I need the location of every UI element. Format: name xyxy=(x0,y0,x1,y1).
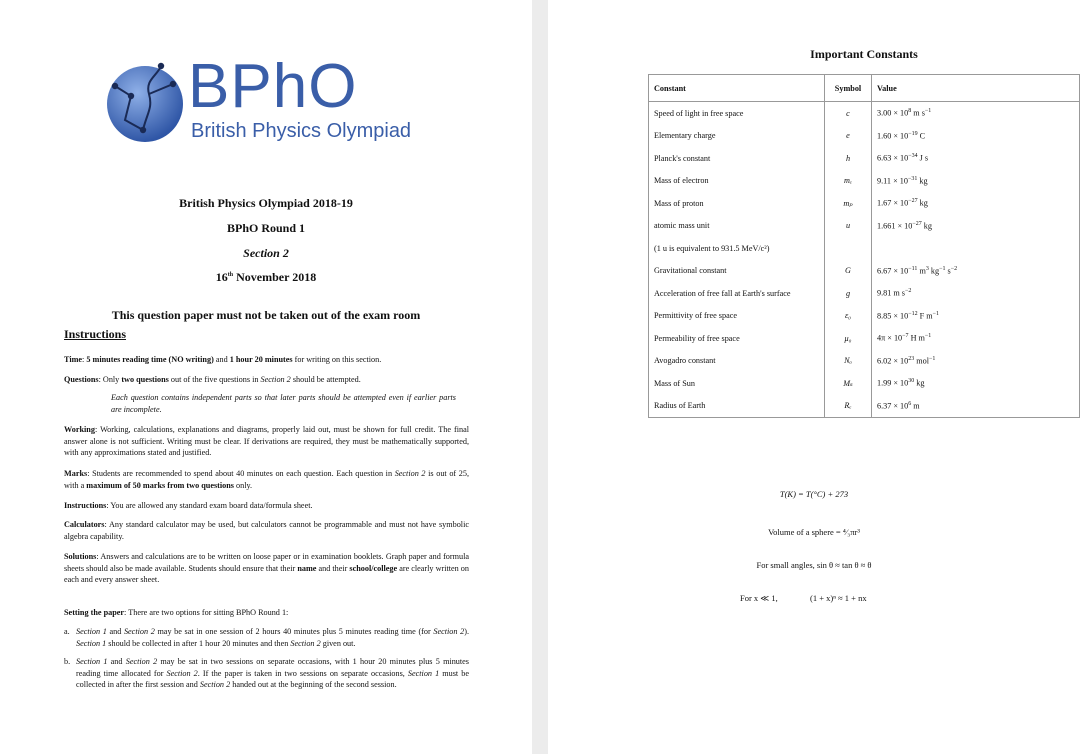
exam-section: Section 2 xyxy=(243,246,289,260)
value-mantissa: 1.60 × 10 xyxy=(877,131,909,141)
option-a-t1: and xyxy=(106,627,124,636)
marks-text-3: only. xyxy=(233,480,253,490)
constant-name: Acceleration of free fall at Earth's surface xyxy=(649,282,825,305)
constant-value xyxy=(872,192,1080,215)
sphere-formula: Volume of a sphere = ⁴⁄₃πr³ xyxy=(768,527,860,537)
value-mantissa: 6.63 × 10 xyxy=(877,154,909,164)
constant-symbol: Nₐ xyxy=(825,350,872,373)
value-exponent: −12 xyxy=(908,310,918,317)
option-a-label: a. xyxy=(64,627,70,636)
value-unit: kg xyxy=(917,176,928,186)
constant-name: atomic mass unit xyxy=(649,215,825,238)
value-unit: mol xyxy=(914,356,930,366)
constant-name: Planck's constant xyxy=(649,147,825,170)
value-unit: F m xyxy=(917,311,933,321)
value-unit-2: kg xyxy=(928,266,940,276)
constant-name: Mass of Sun xyxy=(649,372,825,395)
constants-title: Important Constants xyxy=(810,47,918,61)
constant-name: Avogadro constant xyxy=(649,350,825,373)
constant-value xyxy=(872,260,1080,283)
constant-row xyxy=(649,260,1080,283)
constant-value xyxy=(872,350,1080,373)
constant-symbol: h xyxy=(825,147,872,170)
independent-note: Each question contains independent parts so that later parts should be attempted even if earlier parts are incomplete. xyxy=(111,393,456,414)
exam-title: British Physics Olympiad 2018-19 xyxy=(179,196,353,210)
value-mantissa: 4π × 10 xyxy=(877,334,903,344)
value-exponent: −19 xyxy=(908,130,918,137)
constant-symbol: G xyxy=(825,260,872,283)
time-bold-2: 1 hour 20 minutes xyxy=(229,355,293,364)
sol-text-3: are clearly written on each and every answer sheet. xyxy=(64,563,469,584)
constant-symbol: μ₀ xyxy=(825,327,872,350)
value-exponent: 6 xyxy=(908,400,912,407)
binomial-formula: (1 + x)ⁿ ≈ 1 + nx xyxy=(810,593,867,603)
constant-name: Elementary charge xyxy=(649,125,825,148)
constant-symbol: Mₛ xyxy=(825,372,872,395)
value-unit: m s xyxy=(911,109,925,119)
calc-text: : Any standard calculator may be used, but calculators cannot be programmable and must not have symbolic algebra capability. xyxy=(64,520,469,541)
constant-value xyxy=(872,305,1080,328)
option-b-s3: Section 2 xyxy=(166,668,198,678)
option-a-t3: ). xyxy=(464,627,469,636)
unit-exponent-2: −1 xyxy=(939,265,946,272)
instructions-paragraph xyxy=(64,500,469,512)
constant-symbol: u xyxy=(825,215,872,238)
value-exponent: −7 xyxy=(902,333,909,340)
constant-row xyxy=(649,192,1080,215)
value-exponent: 30 xyxy=(908,378,915,385)
constant-value xyxy=(872,170,1080,193)
constant-row xyxy=(649,125,1080,148)
constant-name: Radius of Earth xyxy=(649,395,825,418)
value-unit: kg xyxy=(921,221,932,231)
date-day: 16 xyxy=(215,270,228,284)
value-mantissa: 6.02 × 10 xyxy=(877,356,909,366)
value-exponent: −11 xyxy=(908,265,918,272)
value-unit: m xyxy=(917,266,926,276)
logo-subtitle: British Physics Olympiad xyxy=(191,120,412,142)
value-mantissa: 1.99 × 10 xyxy=(877,379,909,389)
working-label: Working xyxy=(64,425,95,434)
time-text-2: and xyxy=(213,355,230,364)
questions-text-3: should be attempted. xyxy=(290,375,361,384)
header-symbol: Symbol xyxy=(825,75,872,102)
questions-paragraph xyxy=(64,374,469,386)
value-mantissa: 8.85 × 10 xyxy=(877,311,909,321)
constant-name: (1 u is equivalent to 931.5 MeV/c²) xyxy=(649,237,825,260)
constants-table xyxy=(648,74,1080,418)
value-exponent: −34 xyxy=(908,153,918,160)
unit-exponent: −1 xyxy=(924,333,932,340)
constant-symbol: c xyxy=(825,102,872,125)
date-rest: November 2018 xyxy=(233,270,317,284)
value-unit: kg xyxy=(914,379,925,389)
marks-ital: Section 2 xyxy=(394,469,426,478)
constant-symbol: e xyxy=(825,125,872,148)
working-paragraph xyxy=(64,424,469,459)
instr-text: : You are allowed any standard exam board data/formula sheet. xyxy=(106,501,313,510)
constant-value xyxy=(872,125,1080,148)
option-b-s1: Section 1 xyxy=(76,657,108,666)
setting-label: Setting the paper xyxy=(64,608,125,617)
instructions-heading: Instructions xyxy=(64,327,127,341)
constant-row xyxy=(649,395,1080,418)
questions-text-1: : Only xyxy=(98,375,122,384)
constant-value xyxy=(872,372,1080,395)
constant-symbol xyxy=(825,237,872,260)
solutions-paragraph xyxy=(64,551,469,586)
unit-exponent: −1 xyxy=(924,108,932,115)
value-mantissa: 1.661 × 10 xyxy=(877,221,913,231)
sol-label: Solutions xyxy=(64,552,97,561)
constant-symbol: ε₀ xyxy=(825,305,872,328)
value-exponent: −2 xyxy=(904,288,912,295)
unit-exponent: 3 xyxy=(925,265,929,272)
option-a-t4: should be collected in after 1 hour 20 minutes and then xyxy=(106,638,291,648)
marks-text-2: is out of 25, with a xyxy=(64,469,469,490)
unit-exponent: −1 xyxy=(929,355,936,362)
constant-name: Speed of light in free space xyxy=(649,102,825,125)
constant-row xyxy=(649,170,1080,193)
constant-value xyxy=(872,237,1080,260)
working-text: : Working, calculations, explanations and diagrams, properly laid out, must be shown for full credit. The final answer alone is not sufficient. Writing must be clear. If derivations are required, they must be mathematically supported, with any approximations stated and justified. xyxy=(64,425,469,457)
value-mantissa: 6.67 × 10 xyxy=(877,266,909,276)
constant-value xyxy=(872,102,1080,125)
constant-name: Permeability of free space xyxy=(649,327,825,350)
constant-row xyxy=(649,282,1080,305)
constant-name: Mass of proton xyxy=(649,192,825,215)
constant-row xyxy=(649,372,1080,395)
value-exponent: −27 xyxy=(908,198,918,205)
option-b-t4: must be collected in after the first session and xyxy=(76,668,470,689)
constant-row xyxy=(649,350,1080,373)
option-b-t2: may be sat in two sessions on separate occasions, with 1 hour 20 minutes plus 5 minutes reading time allocated for xyxy=(76,657,469,678)
value-mantissa: 9.81 m s xyxy=(877,289,905,299)
constant-name: Mass of electron xyxy=(649,170,825,193)
temperature-formula: T(K) = T(°C) + 273 xyxy=(779,489,849,499)
time-label: Time xyxy=(64,355,83,364)
option-b-t3: . If the paper is taken in two sessions on separate occasions, xyxy=(197,668,408,678)
option-b-text xyxy=(76,656,469,691)
calc-label: Calculators xyxy=(64,520,105,529)
marks-text-1: : Students are recommended to spend about 40 minutes on each question. Each question in xyxy=(87,469,395,478)
date-suffix: th xyxy=(227,272,234,278)
constant-row xyxy=(649,102,1080,125)
value-exponent: −27 xyxy=(912,220,922,227)
value-exponent: 8 xyxy=(908,108,912,115)
marks-label: Marks xyxy=(64,469,88,478)
value-unit: H m xyxy=(908,334,925,344)
constant-value xyxy=(872,215,1080,238)
sol-text-2: and their xyxy=(316,563,350,573)
constant-name: Gravitational constant xyxy=(649,260,825,283)
time-text-1: : xyxy=(82,355,87,364)
option-a-s3: Section 2 xyxy=(433,627,465,636)
option-b-label: b. xyxy=(64,657,71,666)
constant-value xyxy=(872,327,1080,350)
small-angle-formula: For small angles, sin θ ≈ tan θ ≈ θ xyxy=(756,560,872,570)
option-b-s4: Section 1 xyxy=(407,668,440,678)
time-paragraph xyxy=(64,354,469,366)
header-constant: Constant xyxy=(649,75,825,102)
value-mantissa: 1.67 × 10 xyxy=(877,199,909,209)
constant-row xyxy=(649,215,1080,238)
option-b-s5: Section 2 xyxy=(199,680,231,689)
option-b-t1: and xyxy=(107,657,126,666)
option-a-t2: may be sat in one session of 2 hours 40 minutes plus 5 minutes reading time (for xyxy=(154,627,434,636)
binomial-condition: For x ≪ 1, xyxy=(740,593,778,603)
exam-room-notice: This question paper must not be taken out of the exam room xyxy=(111,308,421,322)
constant-symbol: mₚ xyxy=(825,192,872,215)
value-unit: kg xyxy=(917,199,928,209)
exam-date xyxy=(0,270,532,285)
value-exponent: −31 xyxy=(907,175,918,182)
value-mantissa: 6.37 × 10 xyxy=(877,401,909,411)
marks-bold: maximum of 50 marks from two questions xyxy=(86,480,234,490)
constant-name: Permittivity of free space xyxy=(649,305,825,328)
sol-bold-2: school/college xyxy=(349,563,398,573)
unit-exponent: −1 xyxy=(932,310,940,317)
constant-row xyxy=(649,237,1080,260)
bpho-logo-icon xyxy=(103,58,193,148)
option-a-s4: Section 1 xyxy=(76,638,107,648)
constant-symbol: mₑ xyxy=(825,170,872,193)
left-page xyxy=(0,0,532,754)
sol-text-1: : Answers and calculations are to be written on loose paper or in examination booklets. Graph paper and formula sheets should also be made available. Students should ensure that their xyxy=(64,552,469,573)
unit-exponent-3: −2 xyxy=(950,265,958,272)
constants-body xyxy=(649,102,1080,418)
value-unit: J s xyxy=(917,154,929,164)
header-value: Value xyxy=(872,75,1080,102)
value-mantissa: 9.11 × 10 xyxy=(877,176,908,186)
setting-paragraph xyxy=(64,607,469,619)
value-mantissa: 3.00 × 10 xyxy=(877,109,909,119)
option-a-s2: Section 2 xyxy=(123,627,155,636)
bpho-logo xyxy=(103,52,433,148)
constant-symbol: Rₑ xyxy=(825,395,872,418)
questions-bold: two questions xyxy=(121,375,169,384)
option-b-s2: Section 2 xyxy=(125,657,158,666)
time-text-3: for writing on this section. xyxy=(292,355,382,364)
marks-paragraph xyxy=(64,468,469,491)
exam-round: BPhO Round 1 xyxy=(226,221,306,235)
right-page xyxy=(548,0,1080,754)
value-unit: m xyxy=(911,401,920,411)
option-a-s1: Section 1 xyxy=(76,627,107,636)
constant-value xyxy=(872,395,1080,418)
constants-header-row xyxy=(649,75,1080,102)
value-unit: C xyxy=(917,131,926,141)
constant-row xyxy=(649,327,1080,350)
questions-text-2: out of the five questions in xyxy=(168,375,261,384)
logo-word: BPhO xyxy=(188,52,358,121)
constant-value xyxy=(872,282,1080,305)
option-b-t5: handed out at the beginning of the second session. xyxy=(230,680,397,689)
constant-value xyxy=(872,147,1080,170)
constant-row xyxy=(649,147,1080,170)
constant-row xyxy=(649,305,1080,328)
option-a-t5: given out. xyxy=(320,638,356,648)
questions-label: Questions xyxy=(64,375,99,384)
sol-bold-1: name xyxy=(297,563,317,573)
constant-symbol: g xyxy=(825,282,872,305)
value-exponent: 23 xyxy=(908,355,915,362)
time-bold-1: 5 minutes reading time (NO writing) xyxy=(86,355,214,364)
setting-text: : There are two options for sitting BPhO Round 1: xyxy=(124,608,289,617)
option-a-s5: Section 2 xyxy=(290,638,321,648)
value-unit-3: s xyxy=(945,266,951,276)
instr-label: Instructions xyxy=(64,501,107,510)
questions-ital: Section 2 xyxy=(260,375,291,384)
option-a-text xyxy=(76,626,469,649)
calculators-paragraph xyxy=(64,519,469,542)
